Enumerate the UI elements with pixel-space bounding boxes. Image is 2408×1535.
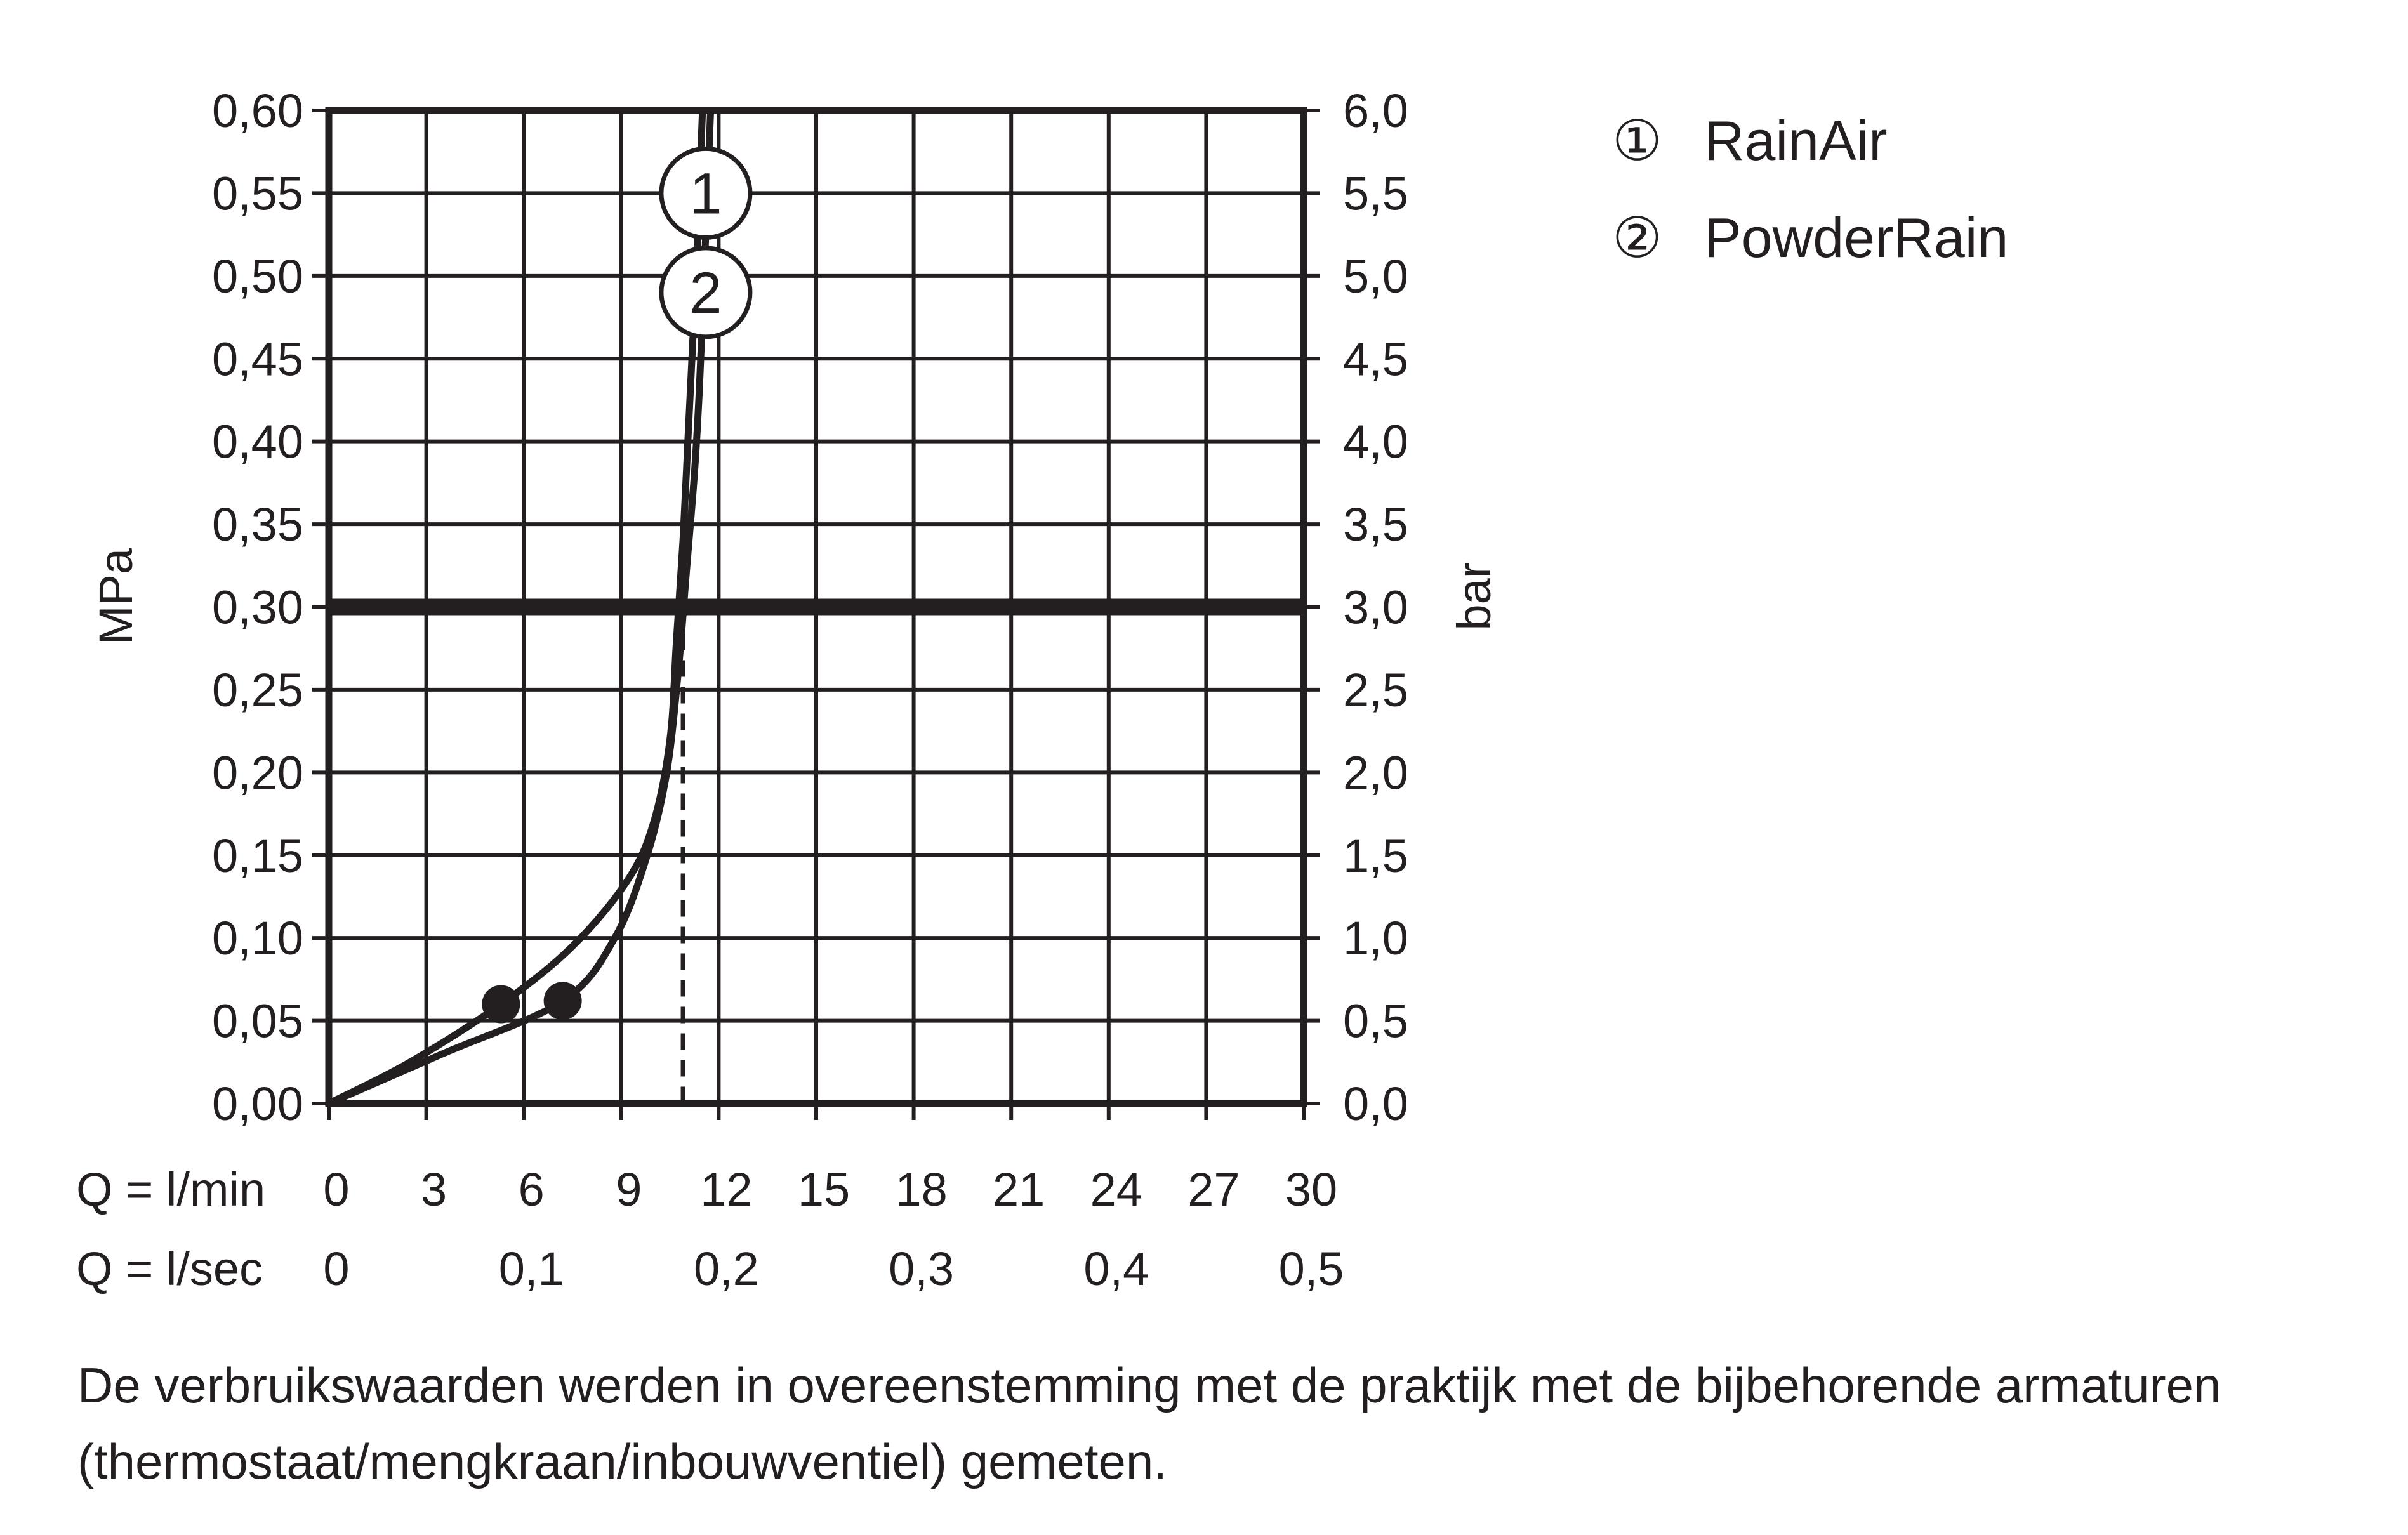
y-tick-label-left: 0,15 (211, 829, 303, 882)
x-tick-label-lsec: 0,1 (498, 1242, 564, 1295)
x-tick-label-lmin: 21 (993, 1163, 1045, 1216)
y-tick-label-left: 0,30 (211, 581, 303, 634)
legend-label: RainAir (1704, 109, 1888, 172)
x-tick-label-lsec: 0,4 (1083, 1242, 1149, 1295)
y-tick-label-right: 4,5 (1343, 333, 1408, 386)
legend-symbol: ① (1612, 109, 1662, 172)
y-tick-label-right: 5,5 (1343, 167, 1408, 220)
legend-symbol: ② (1612, 206, 1662, 269)
y-tick-label-left: 0,55 (211, 167, 303, 220)
y-tick-label-left: 0,35 (211, 498, 303, 551)
y-tick-label-left: 0,40 (211, 415, 303, 468)
caption-line-2: (thermostaat/mengkraan/inbouwventiel) gemeten. (77, 1433, 1167, 1489)
y-tick-label-left: 0,20 (211, 746, 303, 800)
x-tick-label-lmin: 3 (421, 1163, 447, 1216)
x-tick-label-lmin: 6 (518, 1163, 545, 1216)
x-tick-label-lmin: 12 (700, 1163, 753, 1216)
y-tick-label-right: 3,0 (1343, 581, 1408, 634)
y-tick-label-right: 6,0 (1343, 84, 1408, 137)
y-tick-label-right: 1,5 (1343, 829, 1408, 882)
series-marker-label: 2 (689, 260, 722, 326)
y-tick-label-right: 2,5 (1343, 663, 1408, 716)
x-tick-label-lsec: 0,3 (889, 1242, 955, 1295)
y-tick-label-right: 0,5 (1343, 994, 1408, 1048)
y-tick-label-left: 0,50 (211, 249, 303, 303)
series-start-dot-2 (544, 982, 582, 1020)
legend-item-powderrain (1612, 206, 2008, 269)
y-tick-label-left: 0,60 (211, 84, 303, 137)
x-tick-label-lmin: 18 (895, 1163, 948, 1216)
x-axis-labels (323, 1163, 1344, 1295)
x-tick-label-lmin: 30 (1285, 1163, 1338, 1216)
series-start-dot-1 (482, 985, 520, 1024)
y-tick-label-right: 5,0 (1343, 249, 1408, 303)
y-tick-label-left: 0,05 (211, 994, 303, 1048)
caption-line-1: De verbruikswaarden werden in overeenstemming met de praktijk met de bijbehorende armaturen (77, 1357, 2221, 1413)
x-tick-label-lsec: 0,5 (1278, 1242, 1344, 1295)
y-tick-label-left: 0,45 (211, 333, 303, 386)
y-tick-label-right: 3,5 (1343, 498, 1408, 551)
y-tick-label-left: 0,00 (211, 1077, 303, 1130)
legend (1612, 109, 2008, 269)
y-tick-label-left: 0,10 (211, 912, 303, 965)
y-axis-right-labels (1343, 84, 1408, 1130)
series-marker-1 (661, 148, 750, 237)
y-tick-label-right: 1,0 (1343, 912, 1408, 965)
x-tick-label-lmin: 27 (1187, 1163, 1240, 1216)
y-axis-left-title: MPa (89, 548, 142, 645)
x-tick-label-lmin: 9 (616, 1163, 642, 1216)
legend-label: PowderRain (1704, 206, 2009, 269)
x-axis-row1-title: Q = l/min (76, 1163, 266, 1216)
y-tick-label-right: 0,0 (1343, 1077, 1408, 1130)
y-axis-left-labels (212, 84, 303, 1130)
x-tick-label-lsec: 0,2 (693, 1242, 759, 1295)
y-tick-label-left: 0,25 (211, 663, 303, 716)
x-tick-label-lmin: 15 (797, 1163, 850, 1216)
y-tick-label-right: 4,0 (1343, 415, 1408, 468)
x-axis-row2-title: Q = l/sec (76, 1242, 263, 1295)
y-axis-right-title: bar (1448, 562, 1500, 631)
series-marker-label: 1 (689, 161, 722, 227)
series-marker-2 (661, 248, 750, 337)
x-tick-label-lmin: 0 (323, 1163, 350, 1216)
legend-item-rainair (1612, 109, 1888, 172)
x-tick-label-lmin: 24 (1090, 1163, 1142, 1216)
y-tick-label-right: 2,0 (1343, 746, 1408, 800)
x-tick-label-lsec: 0 (323, 1242, 350, 1295)
